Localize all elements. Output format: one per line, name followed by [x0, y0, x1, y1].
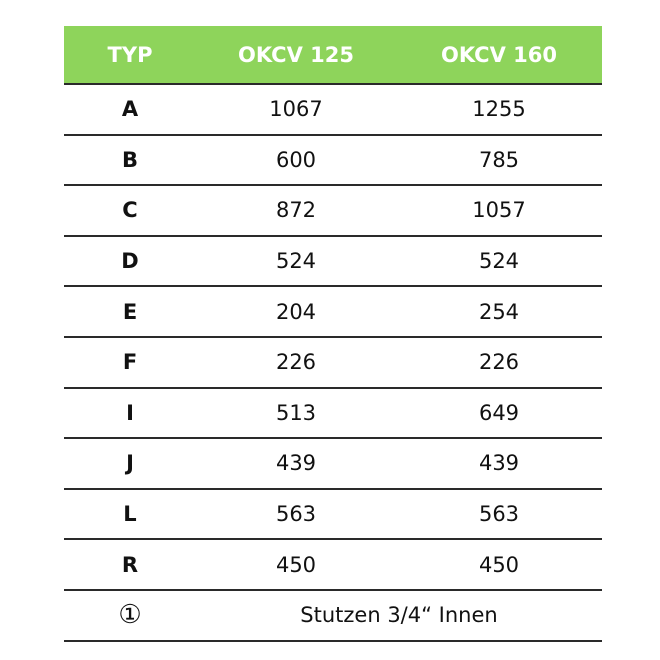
table-row	[64, 388, 602, 439]
header-okcv-125: OKCV 125	[238, 42, 354, 67]
okcv-125-cell: 563	[275, 502, 317, 527]
okcv-160-cell: 524	[478, 249, 520, 274]
table-row	[64, 286, 602, 337]
okcv-125-cell: 439	[275, 451, 317, 476]
typ-cell: R	[121, 552, 139, 577]
okcv-160-cell: 450	[478, 552, 520, 577]
okcv-125-cell: 513	[275, 400, 317, 425]
okcv-125-cell: 524	[275, 249, 317, 274]
typ-cell: A	[121, 97, 139, 122]
header-typ: TYP	[107, 42, 153, 67]
table-row	[64, 489, 602, 540]
okcv-125-cell: 600	[275, 147, 317, 172]
table-row	[64, 185, 602, 236]
footnote-marker: ①	[118, 600, 142, 631]
okcv-160-cell: 785	[478, 147, 520, 172]
okcv-160-cell: 254	[478, 299, 520, 324]
table-row	[64, 84, 602, 135]
typ-cell: D	[121, 249, 139, 274]
okcv-160-cell: 563	[478, 502, 520, 527]
typ-cell: E	[122, 299, 138, 324]
typ-cell: J	[126, 451, 134, 476]
table-row	[64, 337, 602, 388]
table-row	[64, 438, 602, 489]
dimensions-table	[64, 26, 602, 642]
header-okcv-160: OKCV 160	[441, 42, 557, 67]
table-row	[64, 236, 602, 287]
okcv-125-cell: 450	[275, 552, 317, 577]
okcv-160-cell: 439	[478, 451, 520, 476]
okcv-160-cell: 1057	[472, 198, 526, 223]
okcv-125-cell: 872	[275, 198, 317, 223]
table-row	[64, 135, 602, 186]
footnote-text: Stutzen 3/4“ Innen	[300, 603, 498, 628]
typ-cell: I	[126, 400, 134, 425]
okcv-160-cell: 649	[478, 400, 520, 425]
okcv-125-cell: 1067	[269, 97, 323, 122]
table-row	[64, 539, 602, 590]
typ-cell: L	[123, 502, 137, 527]
okcv-160-cell: 226	[478, 350, 520, 375]
okcv-125-cell: 204	[275, 299, 317, 324]
okcv-125-cell: 226	[275, 350, 317, 375]
typ-cell: F	[122, 350, 138, 375]
okcv-160-cell: 1255	[472, 97, 526, 122]
table-header-row	[64, 26, 602, 84]
footnote-row	[64, 590, 602, 641]
typ-cell: B	[121, 147, 138, 172]
typ-cell: C	[122, 198, 138, 223]
